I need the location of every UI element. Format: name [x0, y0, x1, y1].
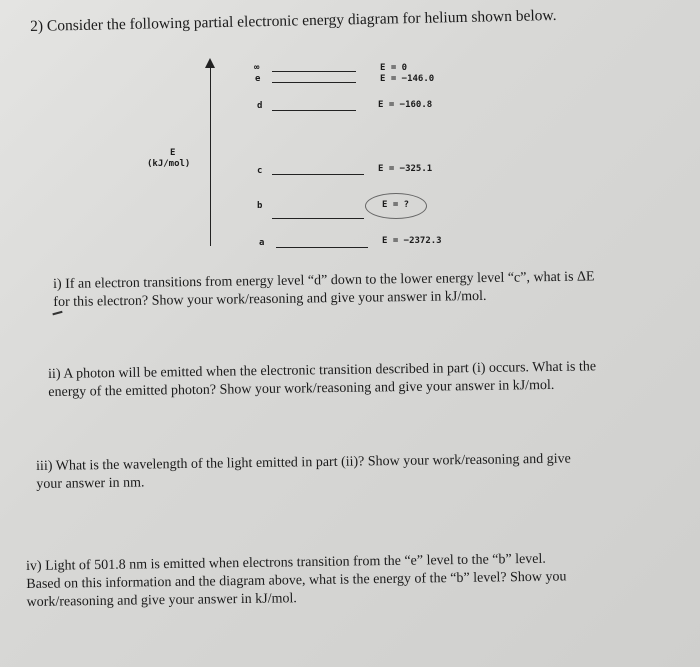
level-line-e	[272, 82, 356, 83]
level-line-c	[272, 174, 364, 175]
level-label-infinity: ∞	[254, 63, 260, 73]
level-line-b	[272, 218, 364, 219]
level-label-a: a	[259, 238, 265, 248]
level-energy-a: E = −2372.3	[382, 236, 442, 246]
level-energy-d: E = −160.8	[378, 100, 433, 110]
problem-title: 2) Consider the following partial electronic energy diagram for helium shown below.	[30, 6, 557, 35]
question-i	[53, 268, 595, 312]
question-ii-line-1: ii) A photon will be emitted when the electronic transition described in part (i) occurs. What is the	[48, 359, 597, 382]
axis-label-units: (kJ/mol)	[147, 159, 191, 169]
level-label-d: d	[257, 101, 263, 111]
energy-axis	[210, 66, 211, 246]
level-line-a	[276, 247, 368, 248]
question-iv-line-3: work/reasoning and give your answer in kJ/mol.	[26, 591, 297, 610]
question-iii-line-1: iii) What is the wavelength of the light emitted in part (ii)? Show your work/reasoning and give	[36, 451, 571, 474]
question-iv-line-1: iv) Light of 501.8 nm is emitted when electrons transition from the “e” level to the “b” level.	[26, 551, 546, 574]
question-ii	[48, 358, 596, 402]
level-label-b: b	[257, 201, 263, 211]
level-energy-infinity: E = 0	[380, 63, 408, 73]
question-iv-line-2: Based on this information and the diagram above, what is the energy of the “b” level? Show you	[26, 569, 567, 592]
question-iii	[36, 451, 571, 494]
level-energy-e: E = −146.0	[380, 74, 435, 84]
question-i-line-1: i) If an electron transitions from energy level “d” down to the lower energy level “c”, what is ΔE	[53, 269, 595, 292]
question-i-line-2: for this electron? Show your work/reasoning and give your answer in kJ/mol.	[53, 288, 487, 310]
level-line-infinity	[272, 71, 356, 72]
question-iv	[26, 550, 567, 612]
level-label-c: c	[257, 166, 263, 176]
level-label-e: e	[255, 74, 261, 84]
pen-mark	[52, 311, 63, 319]
level-energy-b: E = ?	[382, 200, 410, 210]
level-energy-c: E = −325.1	[378, 164, 433, 174]
level-line-d	[272, 110, 356, 111]
question-iii-line-2: your answer in nm.	[36, 475, 145, 492]
axis-label-e: E	[170, 148, 176, 158]
question-ii-line-2: energy of the emitted photon? Show your work/reasoning and give your answer in kJ/mol.	[48, 377, 555, 400]
